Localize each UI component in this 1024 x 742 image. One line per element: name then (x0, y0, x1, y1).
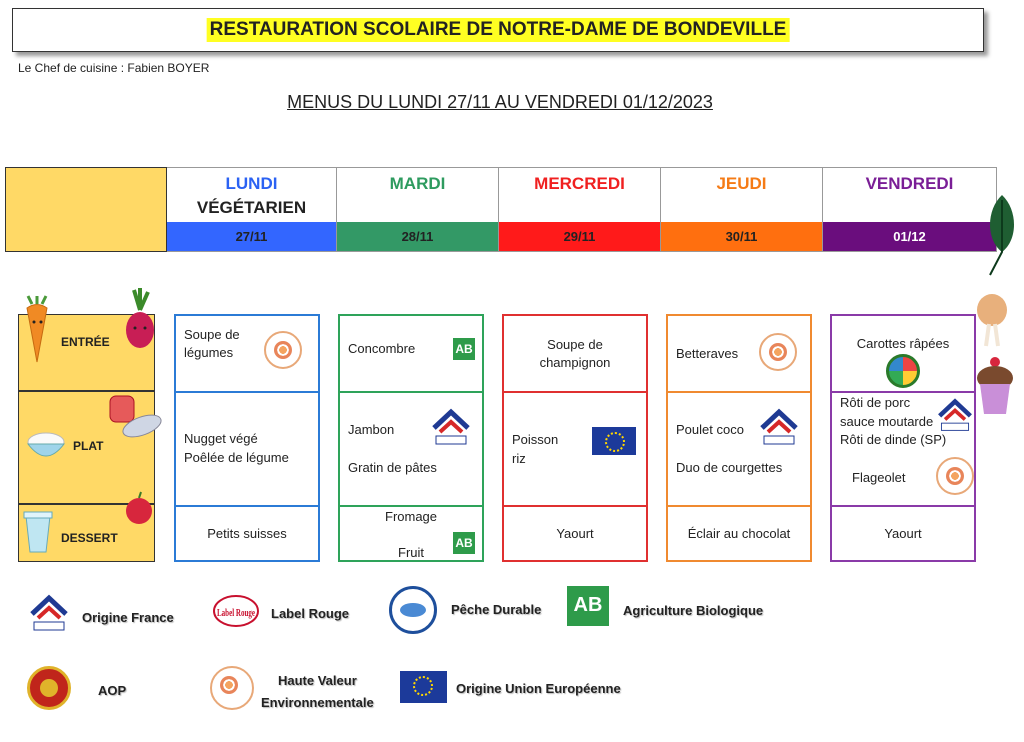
plat-2: Duo de courgettes (676, 460, 783, 475)
yogurt-icon (22, 508, 54, 554)
plat-2: Flageolet (852, 470, 906, 485)
menu-lundi (174, 314, 320, 562)
dessert: Yaourt (884, 526, 922, 541)
chef-name: Le Chef de cuisine : Fabien BOYER (18, 61, 210, 75)
viandes-de-france-icon (430, 406, 472, 448)
legend-peche-durable: Pêche Durable (451, 602, 542, 617)
peche-durable-icon (389, 586, 437, 634)
plat-line-2: Poêlée de légume (184, 450, 289, 465)
menu-jeudi (666, 314, 812, 562)
day-date: 01/12 (823, 222, 996, 251)
category-label: PLAT (73, 439, 104, 453)
eu-flag-icon (400, 671, 447, 703)
entree: Betteraves (676, 346, 739, 361)
ab-bio-icon: AB (567, 586, 609, 636)
menu-mercredi (502, 314, 648, 562)
viandes-de-france-icon (28, 592, 70, 634)
carrot-icon (22, 296, 52, 366)
viandes-de-france-icon (936, 396, 974, 434)
dessert: Éclair au chocolat (687, 526, 791, 541)
label-rouge-icon (212, 594, 260, 628)
eu-flag-icon (592, 427, 636, 455)
dessert: Petits suisses (207, 526, 287, 541)
meat-fish-icon (106, 394, 164, 444)
hve-icon (264, 331, 302, 369)
apple-icon (124, 492, 154, 526)
legend-hve-line-1: Haute Valeur (278, 673, 357, 688)
day-name: MERCREDI (534, 174, 625, 193)
rice-bowl-icon (24, 428, 68, 466)
spinach-leaf-icon (982, 190, 1022, 280)
day-header-vendredi (823, 167, 997, 252)
day-name: JEUDI (716, 174, 767, 193)
legend-origine-france: Origine France (82, 610, 174, 625)
menu-mardi (338, 314, 484, 562)
day-date: 30/11 (661, 222, 822, 251)
plat-1: Jambon (348, 422, 395, 437)
day-header-mercredi (499, 167, 661, 252)
hve-icon (210, 666, 254, 710)
page-title: RESTAURATION SCOLAIRE DE NOTRE-DAME DE BONDEVILLE (207, 18, 790, 42)
day-name: LUNDI (225, 174, 278, 193)
title-box (12, 8, 984, 52)
ab-bio-icon: AB (453, 338, 475, 366)
plat-line-2: sauce moutarde (840, 414, 934, 429)
entree-line-1: Soupe de (547, 337, 603, 352)
legend-label-rouge: Label Rouge (271, 606, 350, 621)
plat-line-1: Nugget végé (184, 431, 258, 446)
plat-2: Gratin de pâtes (348, 460, 437, 475)
viandes-de-france-icon (758, 406, 800, 448)
day-subtitle: VÉGÉTARIEN (196, 198, 307, 217)
plat-line-1: Poisson (512, 432, 559, 447)
day-name: VENDREDI (865, 174, 954, 193)
dessert: Yaourt (556, 526, 594, 541)
plat-line-2: riz (512, 451, 526, 466)
legend-origine-ue: Origine Union Européenne (456, 681, 621, 696)
day-date: 28/11 (337, 222, 498, 251)
radish-icon (122, 288, 158, 358)
cupcake-icon (974, 354, 1016, 416)
day-header-jeudi (661, 167, 823, 252)
header-corner (5, 167, 167, 252)
ab-bio-icon: AB (453, 532, 475, 560)
hve-icon (759, 333, 797, 371)
category-label: ENTRÉE (61, 335, 110, 349)
day-header-mardi (337, 167, 499, 252)
legend-agriculture-biologique: Agriculture Biologique (623, 603, 764, 618)
entree: Concombre (348, 341, 416, 356)
entree-line-1: Soupe de (184, 327, 240, 342)
plat-line-1: Rôti de porc (840, 395, 911, 410)
menu-vendredi (830, 314, 976, 562)
legend-hve-line-2: Environnementale (261, 695, 374, 710)
day-name: MARDI (389, 174, 446, 193)
days-header (5, 167, 997, 252)
plat-1: Poulet coco (676, 422, 744, 437)
ecocert-icon (886, 354, 920, 388)
chicken-leg-icon (974, 292, 1010, 348)
day-header-lundi (167, 167, 337, 252)
entree: Carottes râpées (856, 336, 950, 351)
day-date: 29/11 (499, 222, 660, 251)
category-label: DESSERT (61, 531, 118, 545)
menu-period: MENUS DU LUNDI 27/11 AU VENDREDI 01/12/2023 (287, 92, 713, 112)
entree-line-2: champignon (539, 355, 611, 370)
dessert-1: Fromage (385, 509, 438, 524)
entree-line-2: légumes (184, 345, 234, 360)
aop-icon (27, 666, 71, 710)
svg-text:Label Rouge: Label Rouge (217, 607, 256, 619)
dessert-2: Fruit (398, 545, 424, 560)
hve-icon (936, 457, 974, 495)
day-date: 27/11 (167, 222, 336, 251)
plat-line-3: Rôti de dinde (SP) (840, 432, 947, 447)
legend-aop: AOP (98, 683, 127, 698)
